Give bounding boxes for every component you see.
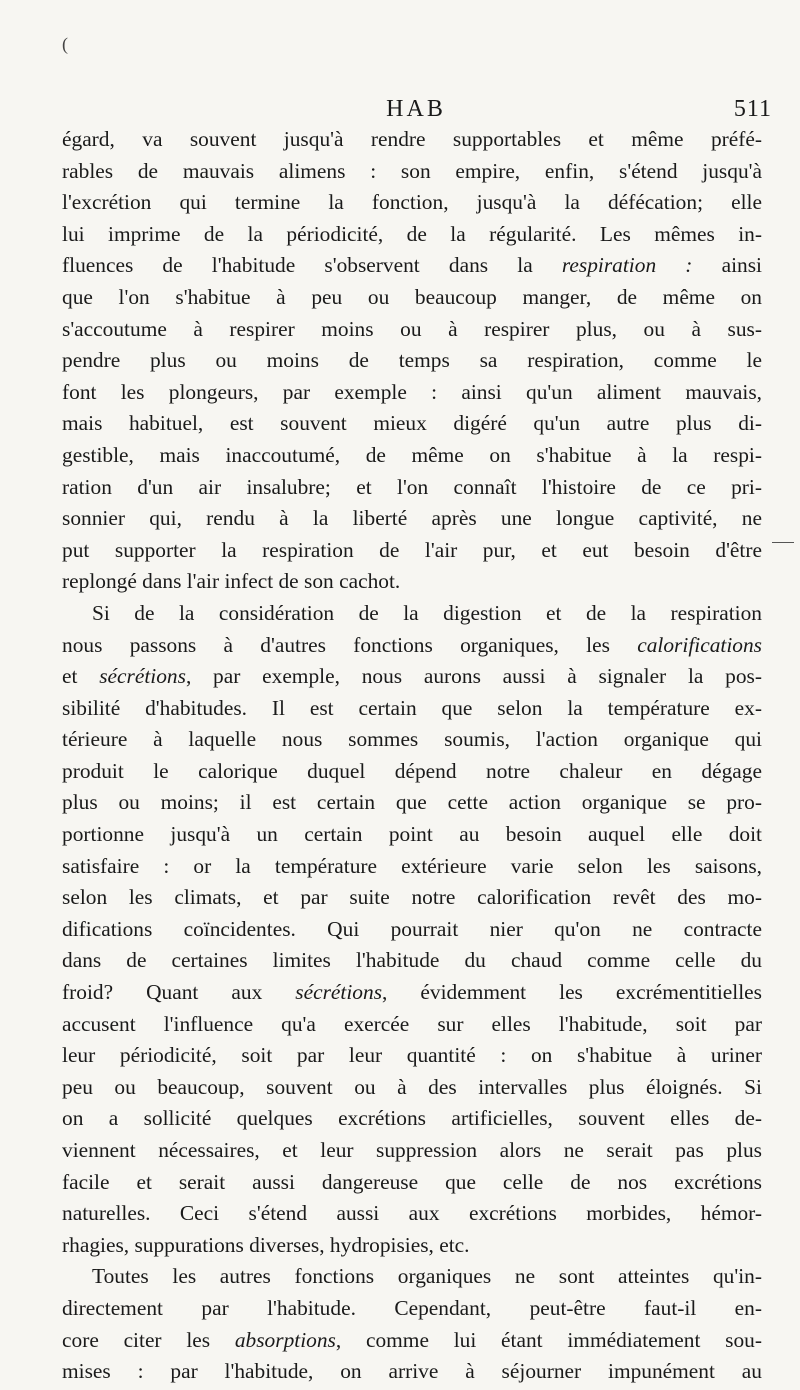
- text-line: térieure à laquelle nous sommes soumis, l'action organique qui: [62, 727, 762, 752]
- text-line: produit le calorique duquel dépend notre chaleur en dégage: [62, 758, 762, 783]
- text-line: facile et serait aussi dangereuse que celle de nos excrétions: [62, 1169, 762, 1194]
- text-line: font les plongeurs, par exemple : ainsi qu'un aliment mauvais,: [62, 379, 762, 404]
- text-line: leur périodicité, soit par leur quantité : on s'habitue à uriner: [62, 1043, 762, 1068]
- text-line: viennent nécessaires, et leur suppression alors ne serait pas plus: [62, 1138, 762, 1162]
- text-line: core citer les absorptions, comme lui étant immédiatement sou-: [62, 1327, 763, 1352]
- text-line: pendre plus ou moins de temps sa respiration, comme le: [62, 348, 762, 373]
- text-line: dans de certaines limites l'habitude du chaud comme celle du: [62, 948, 762, 973]
- running-head: HAB: [386, 96, 446, 122]
- text-line: ration d'un air insalubre; et l'on connaît l'histoire de ce pri-: [62, 474, 762, 499]
- text-line: fluences de l'habitude s'observent dans la respiration : ainsi: [62, 253, 762, 278]
- text-line: satisfaire : or la température extérieure varie selon les saisons,: [62, 853, 762, 878]
- text-line: plus ou moins; il est certain que cette action organique se pro-: [62, 790, 762, 815]
- text-line: rables de mauvais alimens : son empire, enfin, s'étend jusqu'à: [62, 158, 762, 183]
- text-line: froid? Quant aux sécrétions, évidemment les excrémentitielles: [62, 980, 762, 1005]
- text-line: l'excrétion qui termine la fonction, jusqu'à la défécation; elle: [62, 190, 762, 215]
- text-line: naturelles. Ceci s'étend aussi aux excrétions morbides, hémor-: [62, 1201, 762, 1226]
- text-line: sibilité d'habitudes. Il est certain que selon la température ex-: [62, 695, 762, 720]
- text-line: s'accoutume à respirer moins ou à respirer plus, ou à sus-: [62, 316, 762, 341]
- text-line: rhagies, suppurations diverses, hydropisies, etc.: [62, 1232, 470, 1257]
- text-line: mais habituel, est souvent mieux digéré qu'un autre plus di-: [62, 411, 762, 436]
- text-line: selon les climats, et par suite notre calorification revêt des mo-: [62, 885, 762, 910]
- text-line: replongé dans l'air infect de son cachot.: [62, 569, 401, 594]
- text-line: accusent l'influence qu'a exercée sur elles l'habitude, soit par: [62, 1011, 762, 1036]
- text-line: et sécrétions, par exemple, nous aurons aussi à signaler la pos-: [62, 664, 762, 689]
- text-line: gestible, mais inaccoutumé, de même on s'habitue à la respi-: [62, 442, 762, 467]
- text-line: peu ou beaucoup, souvent ou à des intervalles plus éloignés. Si: [62, 1074, 762, 1099]
- text-line: portionne jusqu'à un certain point au besoin auquel elle doit: [62, 822, 762, 847]
- body-text: [62, 124, 762, 1388]
- text-line: put supporter la respiration de l'air pur, et eut besoin d'être: [62, 537, 762, 562]
- text-line: on a sollicité quelques excrétions artificielles, souvent elles de-: [62, 1106, 762, 1131]
- text-line: mises : par l'habitude, on arrive à séjourner impunément au: [62, 1359, 762, 1384]
- text-line: Si de la considération de la digestion et de la respiration: [92, 600, 762, 625]
- text-line: Toutes les autres fonctions organiques ne sont atteintes qu'in-: [92, 1264, 762, 1289]
- text-line: directement par l'habitude. Cependant, peut-être faut-il en-: [62, 1295, 762, 1320]
- text-line: que l'on s'habitue à peu ou beaucoup manger, de même on: [62, 284, 762, 309]
- text-line: difications coïncidentes. Qui pourrait nier qu'on ne contracte: [62, 916, 762, 941]
- margin-rule: [772, 542, 794, 543]
- text-line: nous passons à d'autres fonctions organiques, les calorifications: [62, 632, 762, 657]
- text-line: lui imprime de la périodicité, de la régularité. Les mêmes in-: [62, 221, 762, 246]
- text-line: égard, va souvent jusqu'à rendre supportables et même préfé-: [62, 127, 762, 151]
- corner-mark: (: [62, 34, 68, 54]
- page-number: 511: [733, 96, 772, 122]
- text-line: sonnier qui, rendu à la liberté après une longue captivité, ne: [62, 506, 762, 531]
